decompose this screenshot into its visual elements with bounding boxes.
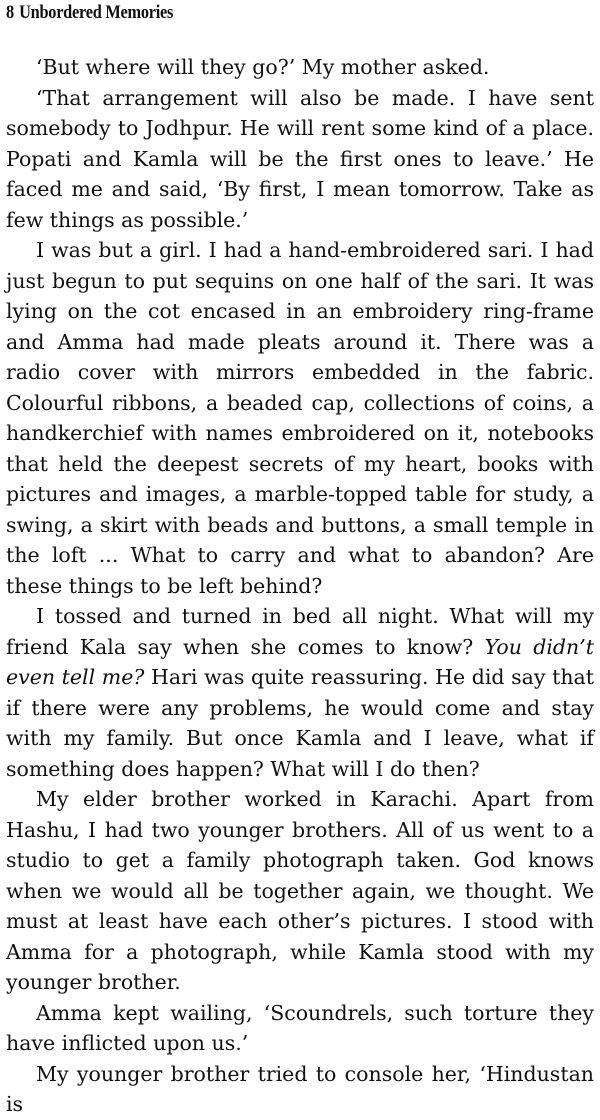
paragraph-text: I tossed and turned in bed all night. What will my friend Kala say when she comes to know? <box>6 604 594 659</box>
paragraph <box>6 52 594 83</box>
paragraph <box>6 235 594 601</box>
paragraph-text: I was but a girl. I had a hand-embroidered sari. I had just begun to put sequins on one half of the sari. It was lying on the cot encased in an embroidery ring-frame and Amma had made pleats around it. There was a radio cover with mirrors embedded in the fabric. Colourful ribbons, a beaded cap, collections of coins, a handkerchief with names embroidered on it, notebooks that held the deepest secrets of my heart, books with pictures and images, a marble-topped table for study, a swing, a skirt with beads and buttons, a small temple in the loft ... What to carry and what to abandon? Are these things to be left behind? <box>6 238 594 598</box>
page-number: 8 <box>6 2 14 23</box>
paragraph-text: ‘That arrangement will also be made. I have sent somebody to Jodhpur. He will rent some kind of a place. Popati and Kamla will be the first ones to leave.’ He faced me and said, ‘By first, I mean tomorrow. Take as few things as possible.’ <box>6 85 594 232</box>
paragraph-text: My elder brother worked in Karachi. Apart from Hashu, I had two younger brothers. All of us went to a studio to get a family photograph taken. God knows when we would all be together again, we thought. We must at least have each other’s pictures. I stood with Amma for a photograph, while Kamla stood with my younger brother. <box>6 787 594 994</box>
paragraph <box>6 83 594 236</box>
paragraph <box>6 784 594 998</box>
paragraph-text: Hari was quite reassuring. He did say that if there were any problems, he would come and stay with my family. But once Kamla and I leave, what if something does happen? What will I do then? <box>6 665 595 781</box>
running-head <box>6 2 173 24</box>
paragraph <box>6 998 594 1059</box>
book-title: Unbordered Memories <box>19 2 174 23</box>
italic-text: You didn’t even tell me? <box>6 634 594 689</box>
paragraph-text: ‘But where will they go?’ My mother asked. <box>36 55 490 79</box>
body-text <box>6 52 594 1120</box>
paragraph <box>6 1059 594 1120</box>
paragraph-text: My younger brother tried to console her, ‘Hindustan is <box>6 1061 594 1116</box>
paragraph-text: Amma kept wailing, ‘Scoundrels, such torture they have inflicted upon us.’ <box>6 1000 594 1055</box>
paragraph <box>6 601 594 784</box>
